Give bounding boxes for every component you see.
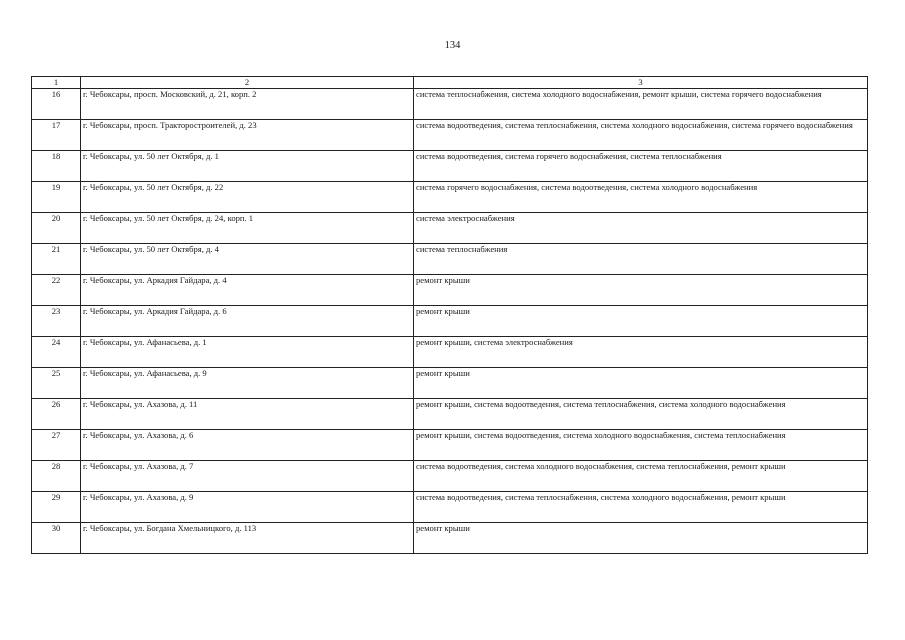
- address-cell: г. Чебоксары, просп. Тракторостроителей, д. 23: [81, 120, 414, 151]
- table-row: [32, 461, 868, 492]
- address-cell: г. Чебоксары, ул. Богдана Хмельницкого, д. 113: [81, 523, 414, 554]
- works-cell: ремонт крыши: [414, 306, 868, 337]
- row-number-cell: 16: [32, 89, 81, 120]
- table-row: [32, 182, 868, 213]
- works-cell: система водоотведения, система теплоснабжения, система холодного водоснабжения, система горячего водоснабжения: [414, 120, 868, 151]
- row-number-cell: 20: [32, 213, 81, 244]
- works-cell: система горячего водоснабжения, система водоотведения, система холодного водоснабжения: [414, 182, 868, 213]
- address-cell: г. Чебоксары, ул. Ахазова, д. 9: [81, 492, 414, 523]
- page-number: 134: [444, 40, 461, 51]
- table-row: [32, 89, 868, 120]
- works-cell: система теплоснабжения: [414, 244, 868, 275]
- table-body: [32, 77, 868, 554]
- address-cell: г. Чебоксары, ул. Ахазова, д. 11: [81, 399, 414, 430]
- address-cell: г. Чебоксары, ул. Афанасьева, д. 9: [81, 368, 414, 399]
- address-cell: г. Чебоксары, ул. 50 лет Октября, д. 22: [81, 182, 414, 213]
- header-col-2: 2: [81, 77, 414, 89]
- header-row: [32, 77, 868, 89]
- works-cell: ремонт крыши: [414, 275, 868, 306]
- address-cell: г. Чебоксары, ул. Аркадия Гайдара, д. 4: [81, 275, 414, 306]
- table-row: [32, 523, 868, 554]
- table-row: [32, 275, 868, 306]
- row-number-cell: 24: [32, 337, 81, 368]
- address-cell: г. Чебоксары, ул. Афанасьева, д. 1: [81, 337, 414, 368]
- table-row: [32, 430, 868, 461]
- address-cell: г. Чебоксары, ул. 50 лет Октября, д. 24, корп. 1: [81, 213, 414, 244]
- table-row: [32, 368, 868, 399]
- works-cell: ремонт крыши: [414, 523, 868, 554]
- works-cell: ремонт крыши, система электроснабжения: [414, 337, 868, 368]
- table-row: [32, 492, 868, 523]
- row-number-cell: 19: [32, 182, 81, 213]
- row-number-cell: 17: [32, 120, 81, 151]
- table-row: [32, 399, 868, 430]
- row-number-cell: 29: [32, 492, 81, 523]
- works-cell: система водоотведения, система горячего водоснабжения, система теплоснабжения: [414, 151, 868, 182]
- table-row: [32, 244, 868, 275]
- works-cell: ремонт крыши, система водоотведения, система теплоснабжения, система холодного водоснабжения: [414, 399, 868, 430]
- table-row: [32, 213, 868, 244]
- works-cell: ремонт крыши: [414, 368, 868, 399]
- address-cell: г. Чебоксары, просп. Московский, д. 21, корп. 2: [81, 89, 414, 120]
- address-cell: г. Чебоксары, ул. Ахазова, д. 6: [81, 430, 414, 461]
- header-col-3: 3: [414, 77, 868, 89]
- row-number-cell: 18: [32, 151, 81, 182]
- works-cell: система электроснабжения: [414, 213, 868, 244]
- table-row: [32, 151, 868, 182]
- row-number-cell: 30: [32, 523, 81, 554]
- row-number-cell: 25: [32, 368, 81, 399]
- works-cell: система теплоснабжения, система холодного водоснабжения, ремонт крыши, система горячего водоснабжения: [414, 89, 868, 120]
- works-cell: система водоотведения, система холодного водоснабжения, система теплоснабжения, ремонт крыши: [414, 461, 868, 492]
- row-number-cell: 26: [32, 399, 81, 430]
- row-number-cell: 22: [32, 275, 81, 306]
- address-cell: г. Чебоксары, ул. 50 лет Октября, д. 1: [81, 151, 414, 182]
- address-cell: г. Чебоксары, ул. Аркадия Гайдара, д. 6: [81, 306, 414, 337]
- address-cell: г. Чебоксары, ул. 50 лет Октября, д. 4: [81, 244, 414, 275]
- table-row: [32, 337, 868, 368]
- row-number-cell: 23: [32, 306, 81, 337]
- header-col-1: 1: [32, 77, 81, 89]
- row-number-cell: 27: [32, 430, 81, 461]
- address-cell: г. Чебоксары, ул. Ахазова, д. 7: [81, 461, 414, 492]
- table-row: [32, 306, 868, 337]
- works-cell: ремонт крыши, система водоотведения, система холодного водоснабжения, система теплоснабжения: [414, 430, 868, 461]
- table-row: [32, 120, 868, 151]
- works-table: [31, 76, 868, 554]
- row-number-cell: 28: [32, 461, 81, 492]
- works-cell: система водоотведения, система теплоснабжения, система холодного водоснабжения, ремонт крыши: [414, 492, 868, 523]
- row-number-cell: 21: [32, 244, 81, 275]
